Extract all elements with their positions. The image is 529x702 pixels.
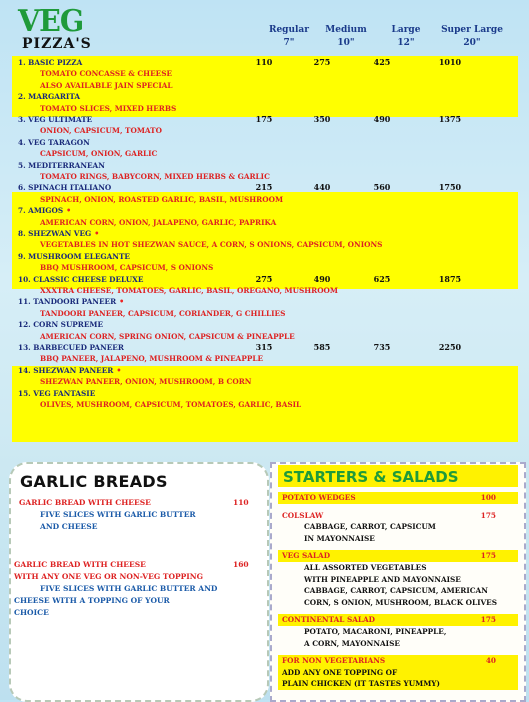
pizza-desc: SPINACH, ONION, ROASTED GARLIC, BASIL, MUSHROOM bbox=[40, 194, 284, 204]
pizza-desc: SHEZWAN PANEER, ONION, MUSHROOM, B CORN bbox=[40, 377, 252, 387]
pizza-desc: VEGETABLES IN HOT SHEZWAN SAUCE, A CORN, S ONIONS, CAPSICUM, ONIONS bbox=[40, 240, 383, 250]
starter-desc bbox=[278, 678, 518, 690]
starter-item-name-row bbox=[278, 655, 518, 667]
pizza-item bbox=[18, 182, 518, 205]
pizza-name: 7. AMIGOS bbox=[18, 206, 64, 216]
starter-desc-text: CABBAGE, CARROT, CAPSICUM, AMERICAN bbox=[304, 586, 488, 596]
pizza-item bbox=[18, 228, 518, 251]
pizza-price: 2250 bbox=[438, 342, 462, 352]
pizza-name: 6. SPINACH ITALIANO bbox=[18, 183, 112, 193]
pizza-name-row bbox=[18, 228, 518, 239]
starter-desc-text: ADD ANY ONE TOPPING OF bbox=[282, 667, 398, 677]
title-pizzas: PIZZA'S bbox=[22, 36, 92, 52]
garlic-item-1-desc-1: FIVE SLICES WITH GARLIC BUTTER bbox=[40, 510, 196, 519]
pizza-desc: XXXTRA CHEESE, TOMATOES, GARLIC, BASIL, OREGANO, MUSHROOM bbox=[40, 286, 338, 295]
starter-desc-text: IN MAYONNAISE bbox=[304, 533, 375, 543]
pizza-desc: ONION, CAPSICUM, TOMATO bbox=[40, 126, 162, 136]
starters-title: STARTERS & SALADS bbox=[283, 468, 459, 486]
pizza-name-row bbox=[18, 365, 518, 376]
pizza-item bbox=[18, 91, 518, 114]
starter-price: 40 bbox=[485, 656, 496, 666]
pizza-item bbox=[18, 205, 518, 228]
starter-item-name-row bbox=[278, 492, 518, 504]
pizza-name: 9. MUSHROOM ELEGANTE bbox=[18, 251, 130, 261]
pizza-desc: BBQ MUSHROOM, CAPSICUM, S ONIONS bbox=[40, 263, 214, 273]
pizza-item bbox=[18, 388, 518, 411]
pizza-price: 585 bbox=[313, 342, 331, 352]
starter-name: COLSLAW bbox=[282, 510, 324, 520]
starter-desc bbox=[278, 533, 518, 545]
chili-icon: • bbox=[119, 296, 125, 307]
pizza-desc: ALSO AVAILABLE JAIN SPECIAL bbox=[40, 80, 173, 90]
starter-desc-text: A CORN, MAYONNAISE bbox=[304, 638, 400, 648]
size-header-super-large bbox=[432, 24, 512, 50]
size-inches: 12" bbox=[397, 38, 415, 48]
pizza-price: 350 bbox=[313, 114, 331, 124]
pizza-item bbox=[18, 251, 518, 274]
starter-price: 175 bbox=[480, 551, 496, 561]
pizza-desc: BBQ PANEER, JALAPENO, MUSHROOM & PINEAPPLE bbox=[40, 354, 264, 364]
starter-name: CONTINENTAL SALAD bbox=[282, 615, 375, 625]
garlic-item-2-price: 160 bbox=[233, 560, 249, 569]
pizza-desc: TANDOORI PANEER, CAPSICUM, CORIANDER, G CHILLIES bbox=[40, 308, 286, 318]
garlic-item-2-name2: WITH ANY ONE VEG OR NON-VEG TOPPING bbox=[14, 572, 204, 581]
pizza-desc: AMERICAN CORN, SPRING ONION, CAPSICUM & PINEAPPLE bbox=[40, 331, 295, 341]
starter-desc bbox=[278, 585, 518, 597]
pizza-name: 14. SHEZWAN PANEER bbox=[18, 365, 114, 375]
pizza-item bbox=[18, 57, 518, 91]
starter-desc-text: CABBAGE, CARROT, CAPSICUM bbox=[304, 522, 436, 532]
starter-price: 175 bbox=[480, 510, 496, 520]
pizza-name: 15. VEG FANTASIE bbox=[18, 388, 96, 398]
pizza-price: 215 bbox=[255, 182, 273, 193]
pizza-name: 1. BASIC PIZZA bbox=[18, 58, 83, 67]
size-label: Large bbox=[391, 25, 421, 35]
starter-item-name-row bbox=[278, 550, 518, 562]
starter-desc bbox=[278, 574, 518, 586]
pizza-name: 12. CORN SUPREME bbox=[18, 320, 104, 330]
pizza-item bbox=[18, 342, 518, 365]
pizza-price: 560 bbox=[373, 182, 391, 193]
pizza-name-row bbox=[18, 296, 518, 307]
starter-desc bbox=[278, 667, 518, 679]
pizza-price: 1010 bbox=[438, 57, 462, 67]
starter-desc bbox=[278, 638, 518, 650]
starter-name: POTATO WEDGES bbox=[282, 493, 356, 502]
starter-name: VEG SALAD bbox=[282, 551, 331, 561]
pizza-desc: TOMATO SLICES, MIXED HERBS bbox=[40, 103, 177, 113]
pizza-price: 490 bbox=[373, 114, 391, 124]
starter-item-name-row bbox=[278, 510, 518, 522]
title-veg: VEG bbox=[18, 4, 84, 39]
size-label: Super Large bbox=[441, 25, 503, 35]
size-label: Regular bbox=[268, 25, 310, 35]
garlic-bread-title: GARLIC BREADS bbox=[20, 472, 168, 491]
pizza-name: 4. VEG TARAGON bbox=[18, 137, 90, 147]
pizza-item bbox=[18, 319, 518, 342]
pizza-price: 425 bbox=[373, 57, 391, 67]
pizza-price: 175 bbox=[255, 114, 273, 124]
pizza-desc: CAPSICUM, ONION, GARLIC bbox=[40, 149, 158, 159]
pizza-price: 490 bbox=[313, 273, 331, 284]
pizza-price: 315 bbox=[255, 342, 273, 352]
pizza-name: 3. VEG ULTIMATE bbox=[18, 115, 93, 124]
pizza-name: 5. MEDITERRANEAN bbox=[18, 160, 105, 170]
pizza-item bbox=[18, 365, 518, 388]
chili-icon: • bbox=[94, 228, 100, 238]
pizza-name: 8. SHEZWAN VEG bbox=[18, 229, 92, 238]
starter-desc bbox=[278, 626, 518, 638]
pizza-desc: OLIVES, MUSHROOM, CAPSICUM, TOMATOES, GARLIC, BASIL bbox=[40, 400, 302, 409]
garlic-item-2-desc-1: FIVE SLICES WITH GARLIC BUTTER AND bbox=[40, 584, 218, 593]
starter-desc-text: WITH PINEAPPLE AND MAYONNAISE bbox=[304, 574, 461, 584]
pizza-name: 2. MARGARITA bbox=[18, 92, 81, 102]
pizza-price: 440 bbox=[313, 182, 331, 193]
garlic-item-1-desc-2: AND CHEESE bbox=[40, 522, 98, 531]
size-inches: 10" bbox=[337, 38, 355, 48]
pizza-desc: AMERICAN CORN, ONION, JALAPENO, GARLIC, PAPRIKA bbox=[40, 217, 277, 227]
garlic-item-2-desc-2: CHEESE WITH A TOPPING OF YOUR bbox=[14, 596, 170, 605]
starter-desc-text: PLAIN CHICKEN (IT TASTES YUMMY) bbox=[282, 679, 440, 689]
starter-item-name-row bbox=[278, 614, 518, 626]
size-inches: 7" bbox=[283, 38, 295, 48]
pizza-name-row bbox=[18, 205, 518, 216]
starter-desc bbox=[278, 521, 518, 533]
chili-icon: • bbox=[66, 205, 72, 216]
pizza-item bbox=[18, 296, 518, 319]
pizza-name: 10. CLASSIC CHEESE DELUXE bbox=[18, 274, 144, 284]
starter-desc-text: CORN, S ONION, MUSHROOM, BLACK OLIVES bbox=[304, 597, 497, 607]
starter-name: FOR NON VEGETARIANS bbox=[282, 656, 386, 666]
garlic-item-1-price: 110 bbox=[233, 498, 249, 507]
garlic-item-2-name: GARLIC BREAD WITH CHEESE bbox=[14, 560, 146, 569]
pizza-price: 1375 bbox=[438, 114, 462, 124]
chili-icon: • bbox=[116, 364, 122, 375]
pizza-price: 275 bbox=[313, 57, 331, 67]
pizza-name: 11. TANDOORI PANEER bbox=[18, 297, 117, 307]
pizza-item bbox=[18, 114, 518, 137]
starter-desc bbox=[278, 562, 518, 574]
pizza-item bbox=[18, 137, 518, 160]
pizza-desc: TOMATO RINGS, BABYCORN, MIXED HERBS & GARLIC bbox=[40, 172, 270, 181]
size-inches: 20" bbox=[463, 38, 481, 48]
garlic-item-1-name: GARLIC BREAD WITH CHEESE bbox=[19, 498, 151, 507]
pizza-item bbox=[18, 160, 518, 183]
pizza-item bbox=[18, 274, 518, 297]
starter-price: 175 bbox=[480, 615, 496, 625]
size-label: Medium bbox=[325, 25, 367, 35]
pizza-name: 13. BARBECUED PANEER bbox=[18, 343, 124, 352]
pizza-price: 735 bbox=[373, 342, 391, 352]
pizza-price: 625 bbox=[373, 273, 391, 284]
pizza-price: 1875 bbox=[438, 273, 462, 284]
pizza-price: 1750 bbox=[438, 182, 462, 193]
pizza-desc: TOMATO CONCASSE & CHEESE bbox=[40, 69, 173, 79]
starter-desc-text: POTATO, MACARONI, PINEAPPLE, bbox=[304, 627, 447, 636]
starter-price: 100 bbox=[480, 493, 496, 502]
pizza-price: 275 bbox=[255, 273, 273, 284]
starter-desc bbox=[278, 597, 518, 609]
pizza-price: 110 bbox=[255, 57, 273, 67]
garlic-item-2-desc-3: CHOICE bbox=[14, 608, 49, 617]
starter-desc-text: ALL ASSORTED VEGETABLES bbox=[304, 563, 427, 572]
